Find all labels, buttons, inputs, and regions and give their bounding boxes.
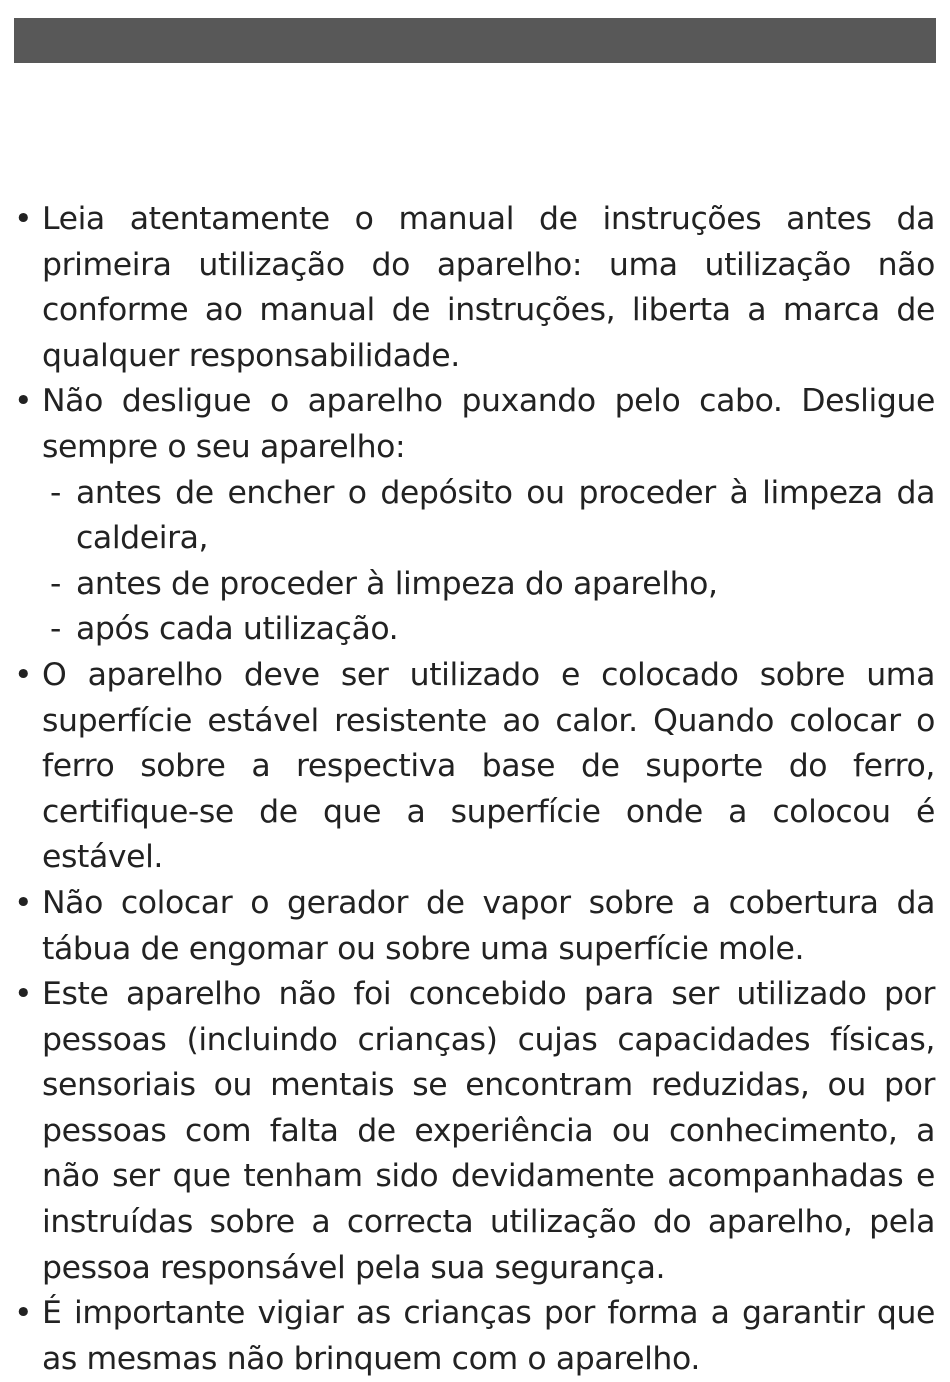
header-bar xyxy=(14,18,936,63)
list-item-text: É importante vigiar as crianças por forma a garantir que as mesmas não brinquem com o aparelho. xyxy=(42,1295,935,1377)
bullet-icon: • xyxy=(14,1295,33,1332)
bullet-icon: • xyxy=(14,383,33,420)
bullet-icon: • xyxy=(14,884,33,921)
list-item-text: Este aparelho não foi concebido para ser utilizado por pessoas (incluindo crianças) cujas capacidades físicas, sensoriais ou mentais se encontram reduzidas, ou por pessoas com falta de experiência ou conhecimento, a não ser que tenham sido devidamente acompanhadas e instruídas sobre a correcta utilização do aparelho, pela pessoa responsável pela sua segurança. xyxy=(42,976,935,1286)
safety-instructions xyxy=(14,197,935,1382)
list-item-text: Não desligue o aparelho puxando pelo cabo. Desligue sempre o seu aparelho: xyxy=(42,383,935,465)
list-item xyxy=(14,881,935,972)
sub-list-item xyxy=(50,607,935,653)
bullet-icon: • xyxy=(14,201,33,237)
list-item xyxy=(14,972,935,1291)
bullet-list xyxy=(14,197,935,1382)
bullet-icon: • xyxy=(14,976,33,1013)
sub-list-item-text: antes de proceder à limpeza do aparelho, xyxy=(76,565,718,602)
bullet-icon: • xyxy=(14,656,33,693)
dash-icon: - xyxy=(50,474,61,511)
sub-list-item-text: após cada utilização. xyxy=(76,611,399,648)
list-item-text: Leia atentamente o manual de instruções antes da primeira utilização do aparelho: uma utilização não conforme ao manual de instruções, liberta a marca de qualquer responsabilidade. xyxy=(42,201,935,374)
sub-list-item xyxy=(50,562,935,608)
dash-icon: - xyxy=(50,565,61,602)
sub-list-item xyxy=(50,471,935,562)
list-item-text: Não colocar o gerador de vapor sobre a cobertura da tábua de engomar ou sobre uma superfície mole. xyxy=(42,884,935,967)
list-item-text: O aparelho deve ser utilizado e colocado sobre uma superfície estável resistente ao calor. Quando colocar o ferro sobre a respectiva base de suporte do ferro, certifique-se de que a superfície onde a colocou é estável. xyxy=(42,656,935,876)
sub-list-item-text: antes de encher o depósito ou proceder à limpeza da caldeira, xyxy=(76,474,935,557)
list-item xyxy=(14,1291,935,1382)
list-item xyxy=(14,197,935,379)
sub-list xyxy=(42,471,935,653)
list-item xyxy=(14,653,935,881)
list-item xyxy=(14,379,935,653)
dash-icon: - xyxy=(50,611,61,648)
